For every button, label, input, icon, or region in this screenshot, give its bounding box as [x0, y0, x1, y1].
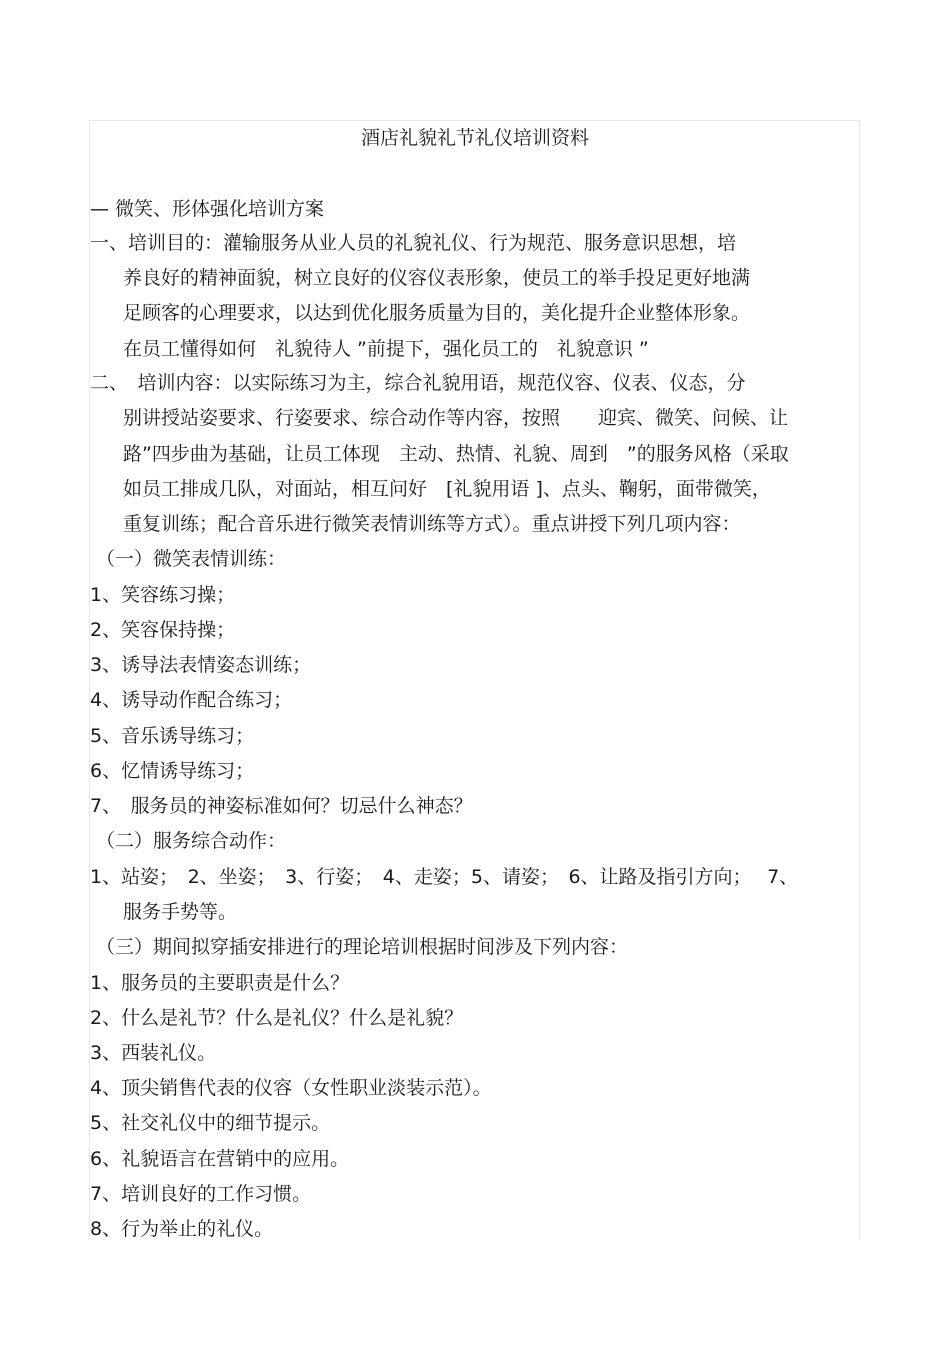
paragraph-line: 别讲授站姿要求、行姿要求、综合动作等内容，按照 迎宾、微笑、问候、让	[123, 407, 789, 429]
list-item: 6、忆情诱导练习；	[90, 760, 255, 782]
subsection-heading: （一）微笑表情训练：	[96, 548, 287, 570]
list-item: 1、站姿； 2、坐姿； 3、行姿； 4、走姿；5、请姿； 6、让路及指引方向； 7、	[90, 866, 799, 888]
section-heading: — 微笑、形体强化培训方案	[90, 198, 325, 220]
paragraph-line: 路”四步曲为基础，让员工体现 主动、热情、礼貌、周到 ”的服务风格（采取	[123, 443, 789, 465]
subsection-heading: （三）期间拟穿插安排进行的理论培训根据时间涉及下列内容：	[96, 936, 629, 958]
list-item: 2、什么是礼节？什么是礼仪？什么是礼貌？	[90, 1007, 464, 1029]
list-item: 3、诱导法表情姿态训练；	[90, 654, 312, 676]
list-item: 1、服务员的主要职责是什么？	[90, 972, 350, 994]
paragraph-line: 一、培训目的：灌输服务从业人员的礼貌礼仪、行为规范、服务意识思想，培	[90, 232, 737, 254]
paragraph-line: 养良好的精神面貌，树立良好的仪容仪表形象，使员工的举手投足更好地满	[123, 267, 751, 289]
list-item: 6、礼貌语言在营销中的应用。	[90, 1148, 350, 1170]
list-item: 7、培训良好的工作习惯。	[90, 1183, 312, 1205]
list-item: 5、社交礼仪中的细节提示。	[90, 1112, 331, 1134]
list-item: 4、顶尖销售代表的仪容（女性职业淡装示范）。	[90, 1077, 492, 1099]
list-item: 3、西装礼仪。	[90, 1042, 217, 1064]
paragraph-line: 二、 培训内容：以实际练习为主，综合礼貌用语，规范仪容、仪表、仪态，分	[90, 372, 746, 394]
document-title: 酒店礼貌礼节礼仪培训资料	[360, 127, 589, 149]
paragraph-line: 在员工懂得如何 礼貌待人 ”前提下，强化员工的 礼貌意识 ”	[123, 338, 649, 360]
subsection-heading: （二）服务综合动作：	[96, 830, 287, 852]
list-item: 4、诱导动作配合练习；	[90, 689, 293, 711]
list-item: 8、行为举止的礼仪。	[90, 1218, 274, 1240]
list-item-continuation: 服务手势等。	[123, 901, 238, 923]
paragraph-line: 足顾客的心理要求，以达到优化服务质量为目的，美化提升企业整体形象。	[123, 302, 751, 324]
list-item: 5、音乐诱导练习；	[90, 725, 255, 747]
list-item: 1、笑容练习操；	[90, 584, 236, 606]
paragraph-line: 重复训练；配合音乐进行微笑表情训练等方式）。重点讲授下列几项内容：	[123, 513, 741, 535]
list-item: 7、 服务员的神姿标准如何？切忌什么神态？	[90, 795, 473, 817]
paragraph-line: 如员工排成几队，对面站，相互问好 [礼貌用语 ]、点头、鞠躬，面带微笑，	[123, 478, 771, 500]
list-item: 2、笑容保持操；	[90, 619, 236, 641]
